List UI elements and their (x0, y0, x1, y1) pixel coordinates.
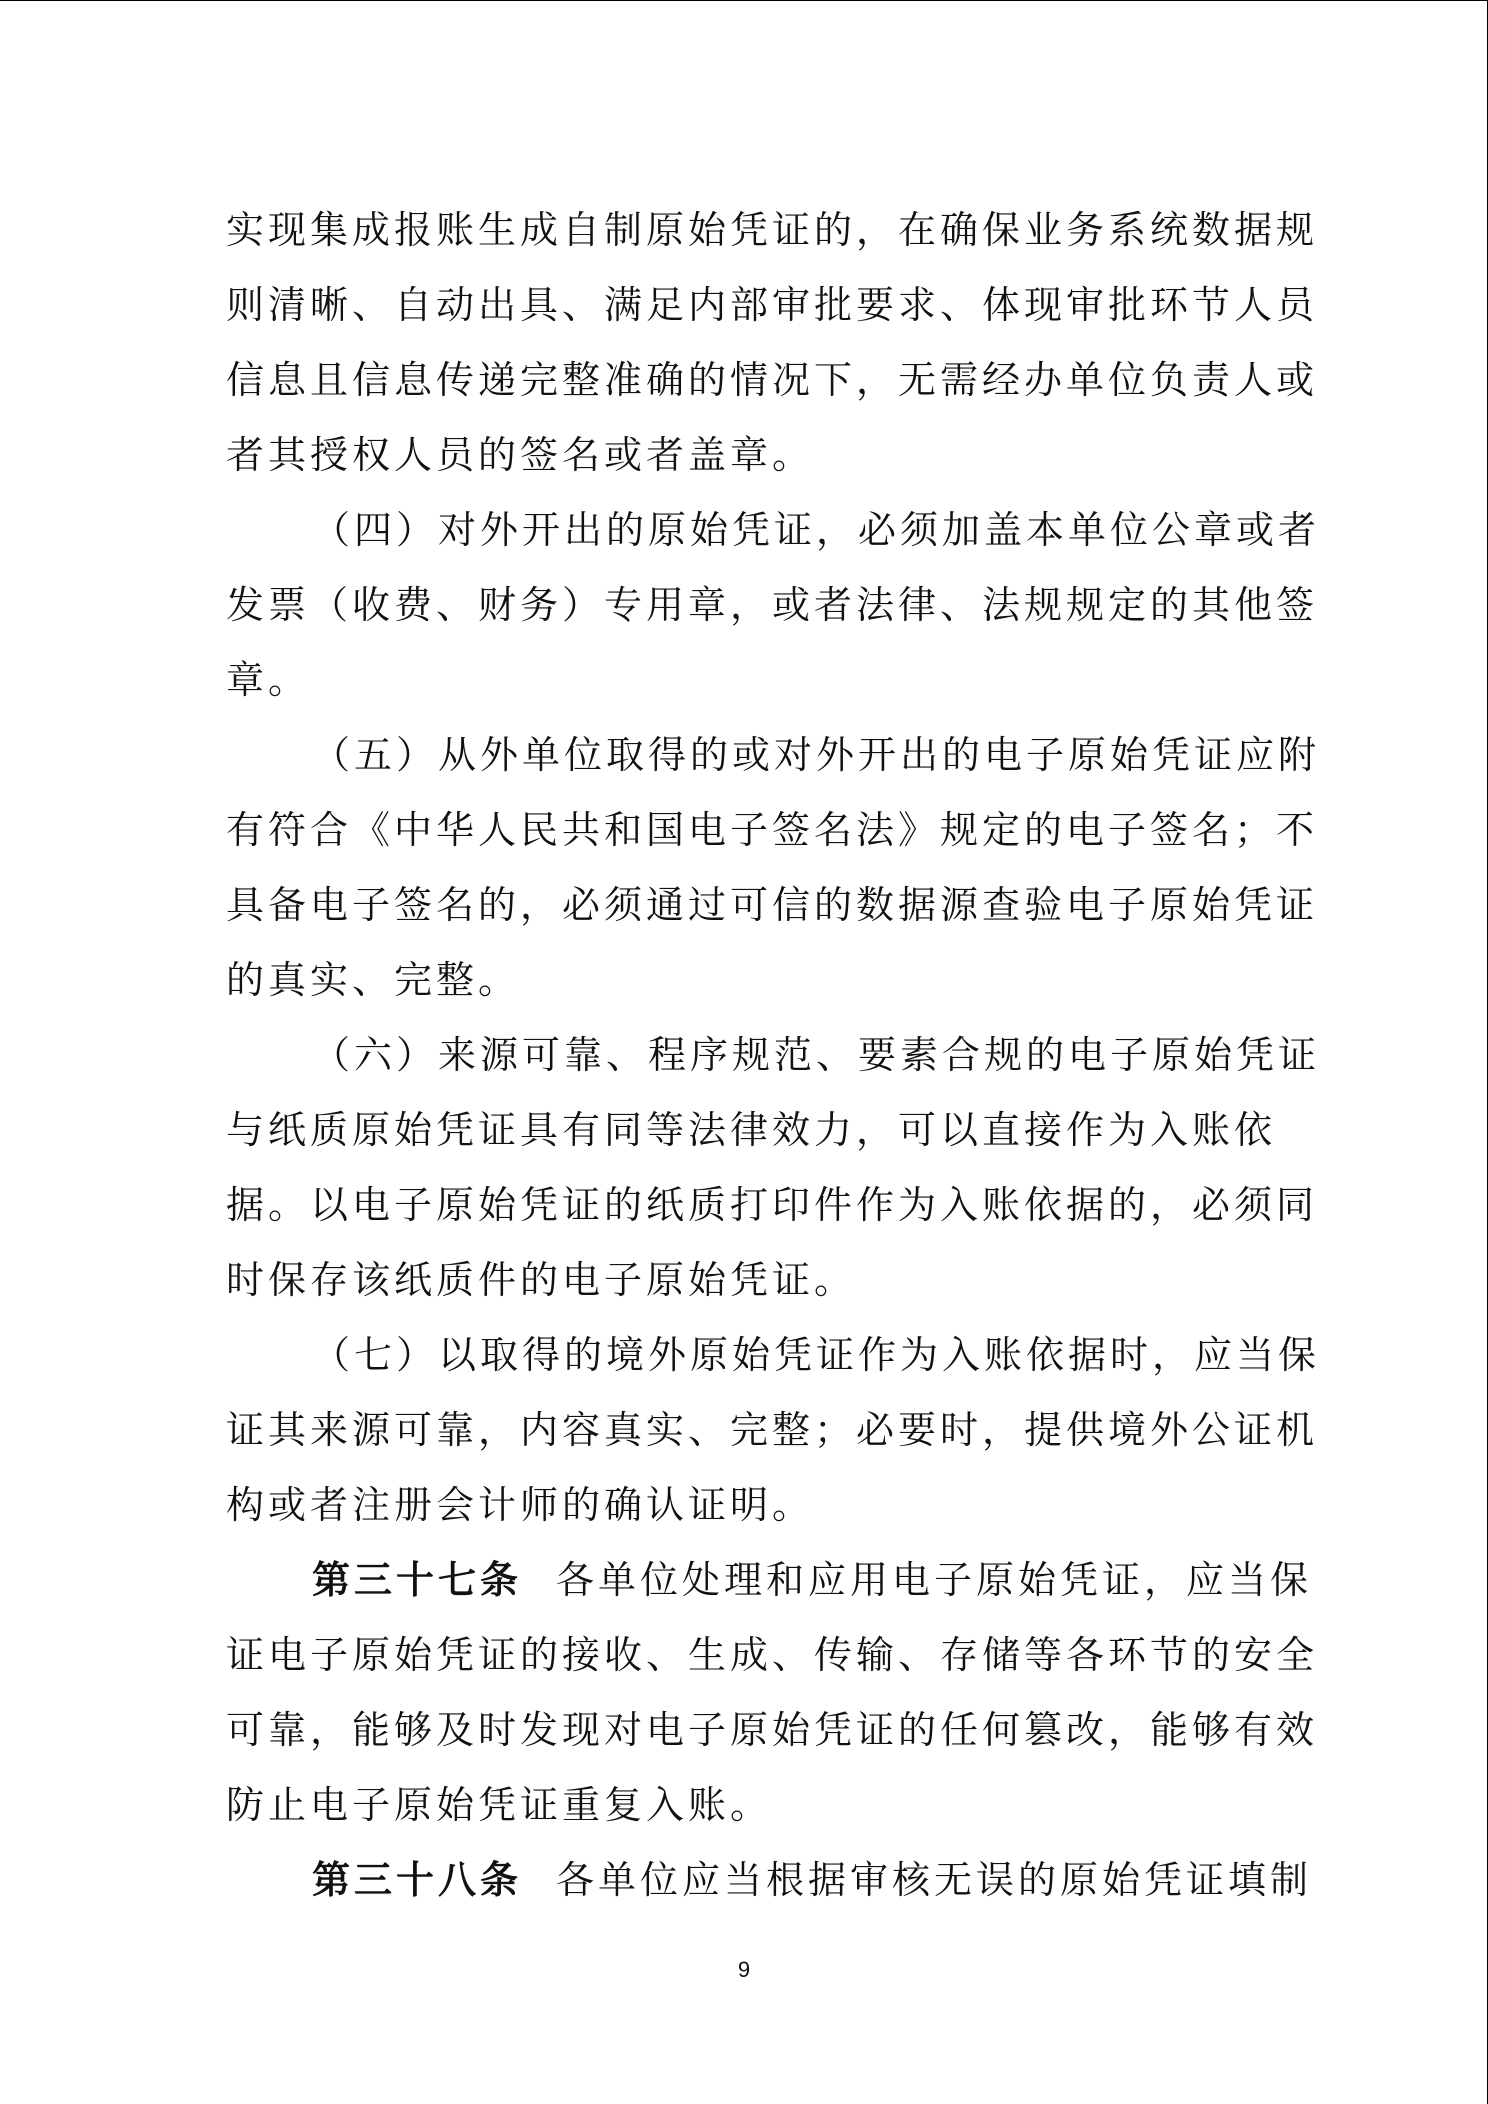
article-38-line (226, 1843, 1313, 1917)
text-line: 构或者注册会计师的确认证明。 (226, 1483, 815, 1527)
text-line: 可靠，能够及时发现对电子原始凭证的任何篡改，能够有效 (226, 1708, 1319, 1752)
text-line: 则清晰、自动出具、满足内部审批要求、体现审批环节人员 (226, 283, 1319, 327)
text-line: 的真实、完整。 (226, 958, 521, 1002)
text-line: 防止电子原始凭证重复入账。 (226, 1783, 773, 1827)
text-line: 据。以电子原始凭证的纸质打印件作为入账依据的，必须同 (226, 1183, 1319, 1227)
article-38-heading: 第三十八条 (312, 1858, 523, 1902)
text-line: 信息且信息传递完整准确的情况下，无需经办单位负责人或 (226, 358, 1319, 402)
page-number: 9 (737, 1957, 751, 1982)
text-line: 证其来源可靠，内容真实、完整；必要时，提供境外公证机 (226, 1408, 1319, 1452)
article-37-heading: 第三十七条 (312, 1558, 523, 1602)
article-38-text: 各单位应当根据审核无误的原始凭证填制 (556, 1858, 1313, 1902)
text-line: 发票（收费、财务）专用章，或者法律、法规规定的其他签 (226, 583, 1319, 627)
text-line: 实现集成报账生成自制原始凭证的，在确保业务系统数据规 (226, 208, 1319, 252)
text-line: 具备电子签名的，必须通过可信的数据源查验电子原始凭证 (226, 883, 1319, 927)
article-37-text: 各单位处理和应用电子原始凭证，应当保 (556, 1558, 1313, 1602)
text-line: （五）从外单位取得的或对外开出的电子原始凭证应附 (312, 733, 1321, 777)
text-line: 者其授权人员的签名或者盖章。 (226, 433, 815, 477)
text-line: （六）来源可靠、程序规范、要素合规的电子原始凭证 (312, 1033, 1321, 1077)
article-37-line (226, 1543, 1313, 1617)
text-line: （七）以取得的境外原始凭证作为入账依据时，应当保 (312, 1333, 1321, 1377)
text-line: （四）对外开出的原始凭证，必须加盖本单位公章或者 (312, 508, 1321, 552)
text-line: 章。 (226, 658, 311, 702)
text-line: 与纸质原始凭证具有同等法律效力，可以直接作为入账依 (226, 1108, 1277, 1152)
text-line: 证电子原始凭证的接收、生成、传输、存储等各环节的安全 (226, 1633, 1319, 1677)
text-line: 时保存该纸质件的电子原始凭证。 (226, 1258, 857, 1302)
text-line: 有符合《中华人民共和国电子签名法》规定的电子签名；不 (226, 808, 1319, 852)
